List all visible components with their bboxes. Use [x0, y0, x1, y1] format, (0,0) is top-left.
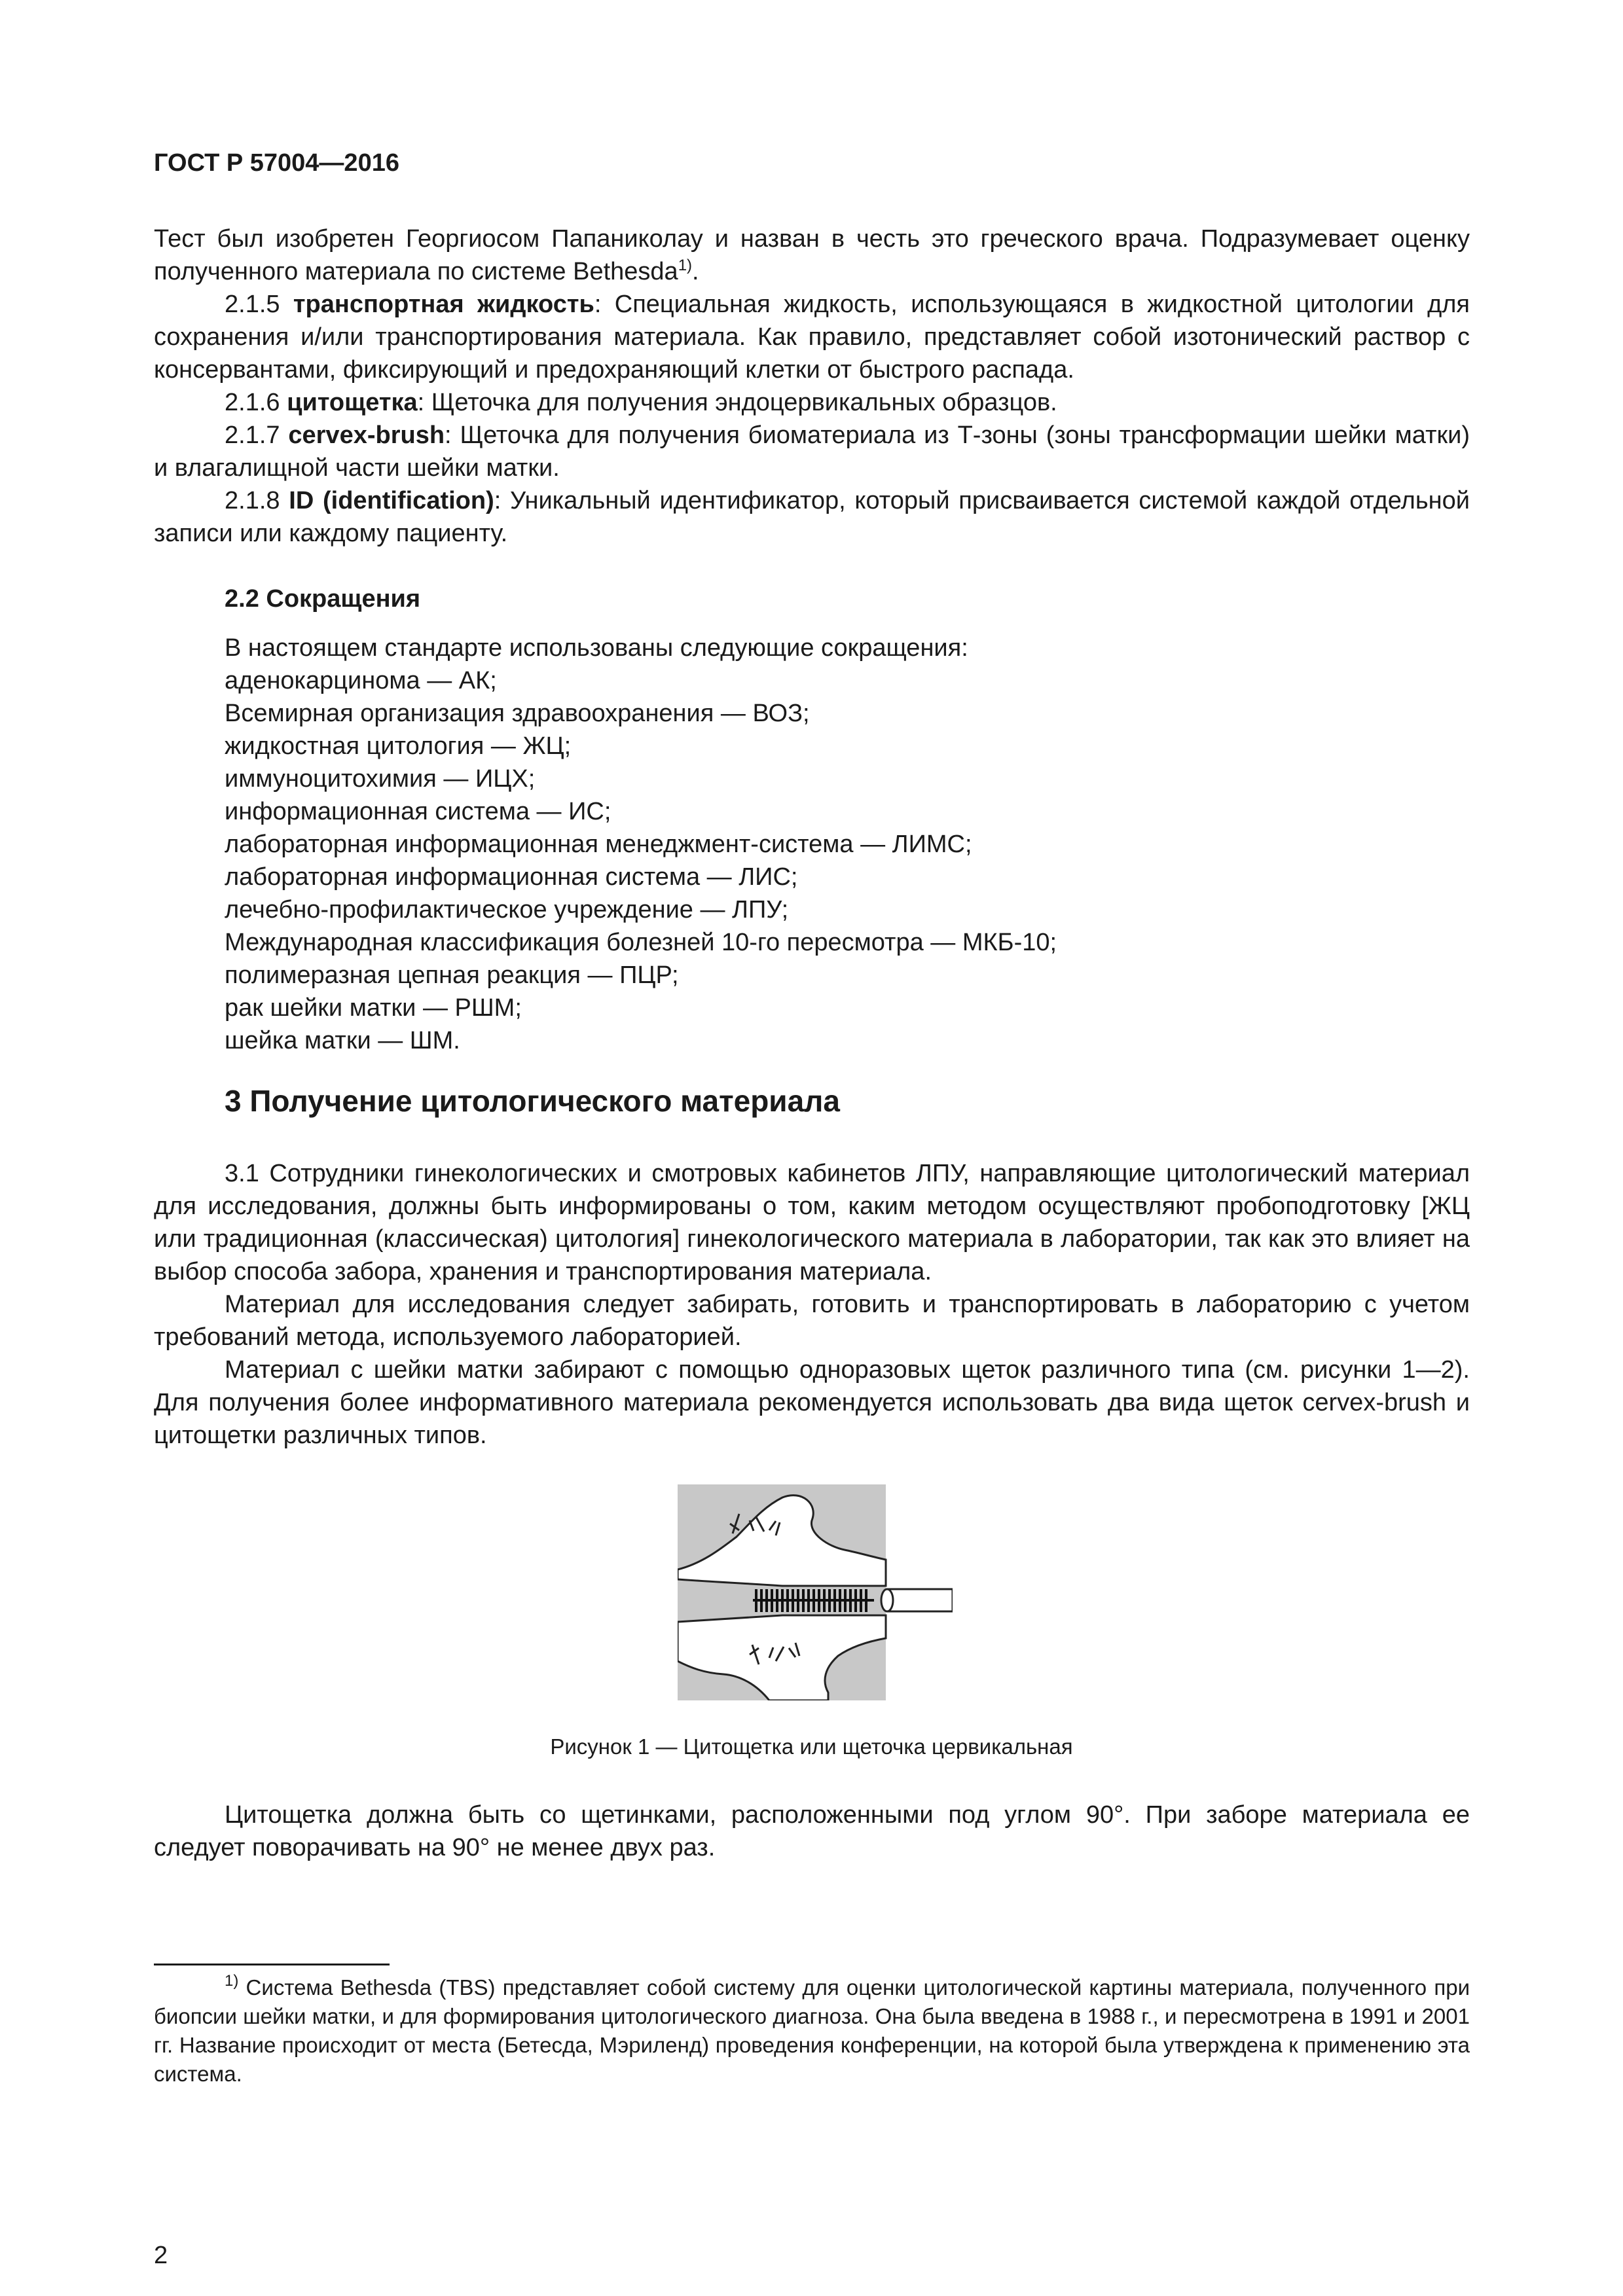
document-header: ГОСТ Р 57004—2016: [154, 149, 399, 177]
figure-caption: Рисунок 1 — Цитощетка или щеточка цервикальная: [550, 1734, 1073, 1759]
paragraph: Материал с шейки матки забирают с помощью одноразовых щеток различного типа (см. рисунки 1—2). Для получения более информативного материала рекомендуется использовать два вида щеток cervex-brush и цитощетки различных типов.: [154, 1356, 1470, 1449]
intro-paragraph: Тест был изобретен Георгиосом Папаниколау и назван в честь это греческого врача. Подразумевает оценку полученного материала по системе Bethesda$^{1)}$.: [154, 225, 1470, 285]
paragraph: Материал для исследования следует забирать, готовить и транспортировать в лабораторию с учетом требований метода, используемого лабораторией.: [154, 1291, 1470, 1351]
paragraph: Цитощетка должна быть со щетинками, расположенными под углом 90°. При заборе материала ее следует поворачивать на 90° не менее двух раз.: [154, 1801, 1470, 1861]
list-item: лабораторная информационная менеджмент-система — ЛИМС;: [225, 831, 972, 858]
abbreviations-list: [225, 632, 1468, 1057]
definition-term: cervex-brush: [288, 422, 445, 449]
definition-term: ID (identification): [289, 487, 494, 514]
list-item: Международная классификация болезней 10-го пересмотра — МКБ-10;: [225, 929, 1057, 956]
list-item: шейка матки — ШМ.: [225, 1027, 460, 1054]
definition-2-1-6: 2.1.6 цитощетка: Щеточка для получения эндоцервикальных образцов.: [225, 389, 1057, 416]
footnote-mark: 1): [225, 1972, 239, 1990]
list-item: полимеразная цепная реакция — ПЦР;: [225, 961, 679, 989]
after-figure-text: [154, 1799, 1470, 1864]
list-item: Всемирная организация здравоохранения — ВОЗ;: [225, 700, 810, 727]
footnote-rule: [154, 1964, 390, 1965]
handle-end: [881, 1589, 893, 1611]
section-3-body: [154, 1157, 1470, 1452]
definition-2-1-5: 2.1.5 транспортная жидкость: Специальная жидкость, использующаяся в жидкостной цитологии для сохранения и/или транспортирования материала. Как правило, представляет собой изотонический раствор с консервантами, фиксирующий и предохраняющий клетки от быстрого распада.: [154, 291, 1470, 384]
definition-2-1-8: 2.1.8 ID (identification): Уникальный идентификатор, который присваивается системой каждой отдельной записи или каждому пациенту.: [154, 487, 1470, 547]
brush-handle: [887, 1589, 953, 1611]
definition-term: цитощетка: [287, 389, 418, 416]
list-item: аденокарцинома — АК;: [225, 667, 497, 694]
section-3-heading: 3 Получение цитологического материала: [225, 1084, 840, 1118]
list-item: лабораторная информационная система — ЛИС;: [225, 863, 798, 891]
definitions-block: [154, 223, 1470, 550]
definition-2-1-7: 2.1.7 cervex-brush: Щеточка для получения биоматериала из Т-зоны (зоны трансформации шейки матки) и влагалищной части шейки матки.: [154, 422, 1470, 482]
list-item: рак шейки матки — РШМ;: [225, 994, 522, 1022]
footnote-text: Система Bethesda (TBS) представляет собой систему для оценки цитологической картины материала, полученного при биопсии шейки матки, и для формирования цитологического диагноза. Она была введена в 1988 г., и пересмотрена в 1991 и 2001 гг. Название происходит от места (Бетесда, Мэриленд) проведения конференции, на которой была утверждена к применению эта система.: [154, 1975, 1470, 2086]
definition-term: транспортная жидкость: [293, 291, 594, 318]
list-item: лечебно-профилактическое учреждение — ЛПУ;: [225, 896, 789, 924]
list-item: жидкостная цитология — ЖЦ;: [225, 732, 572, 760]
abbreviations-heading: 2.2 Сокращения: [225, 585, 421, 613]
footnote: [154, 1973, 1470, 2089]
page-number: 2: [154, 2242, 168, 2269]
abbreviations-intro: В настоящем стандарте использованы следующие сокращения:: [225, 634, 968, 662]
cytobrush-figure: [678, 1484, 953, 1700]
footnote-ref[interactable]: 1): [678, 257, 693, 274]
list-item: информационная система — ИС;: [225, 798, 611, 825]
list-item: иммуноцитохимия — ИЦХ;: [225, 765, 536, 793]
paragraph: 3.1 Сотрудники гинекологических и смотровых кабинетов ЛПУ, направляющие цитологический материал для исследования, должны быть информированы о том, каким методом осуществляют пробоподготовку [ЖЦ или традиционная (классическая) цитология] гинекологического материала в лаборатории, так как это влияет на выбор способа забора, хранения и транспортирования материала.: [154, 1160, 1470, 1285]
